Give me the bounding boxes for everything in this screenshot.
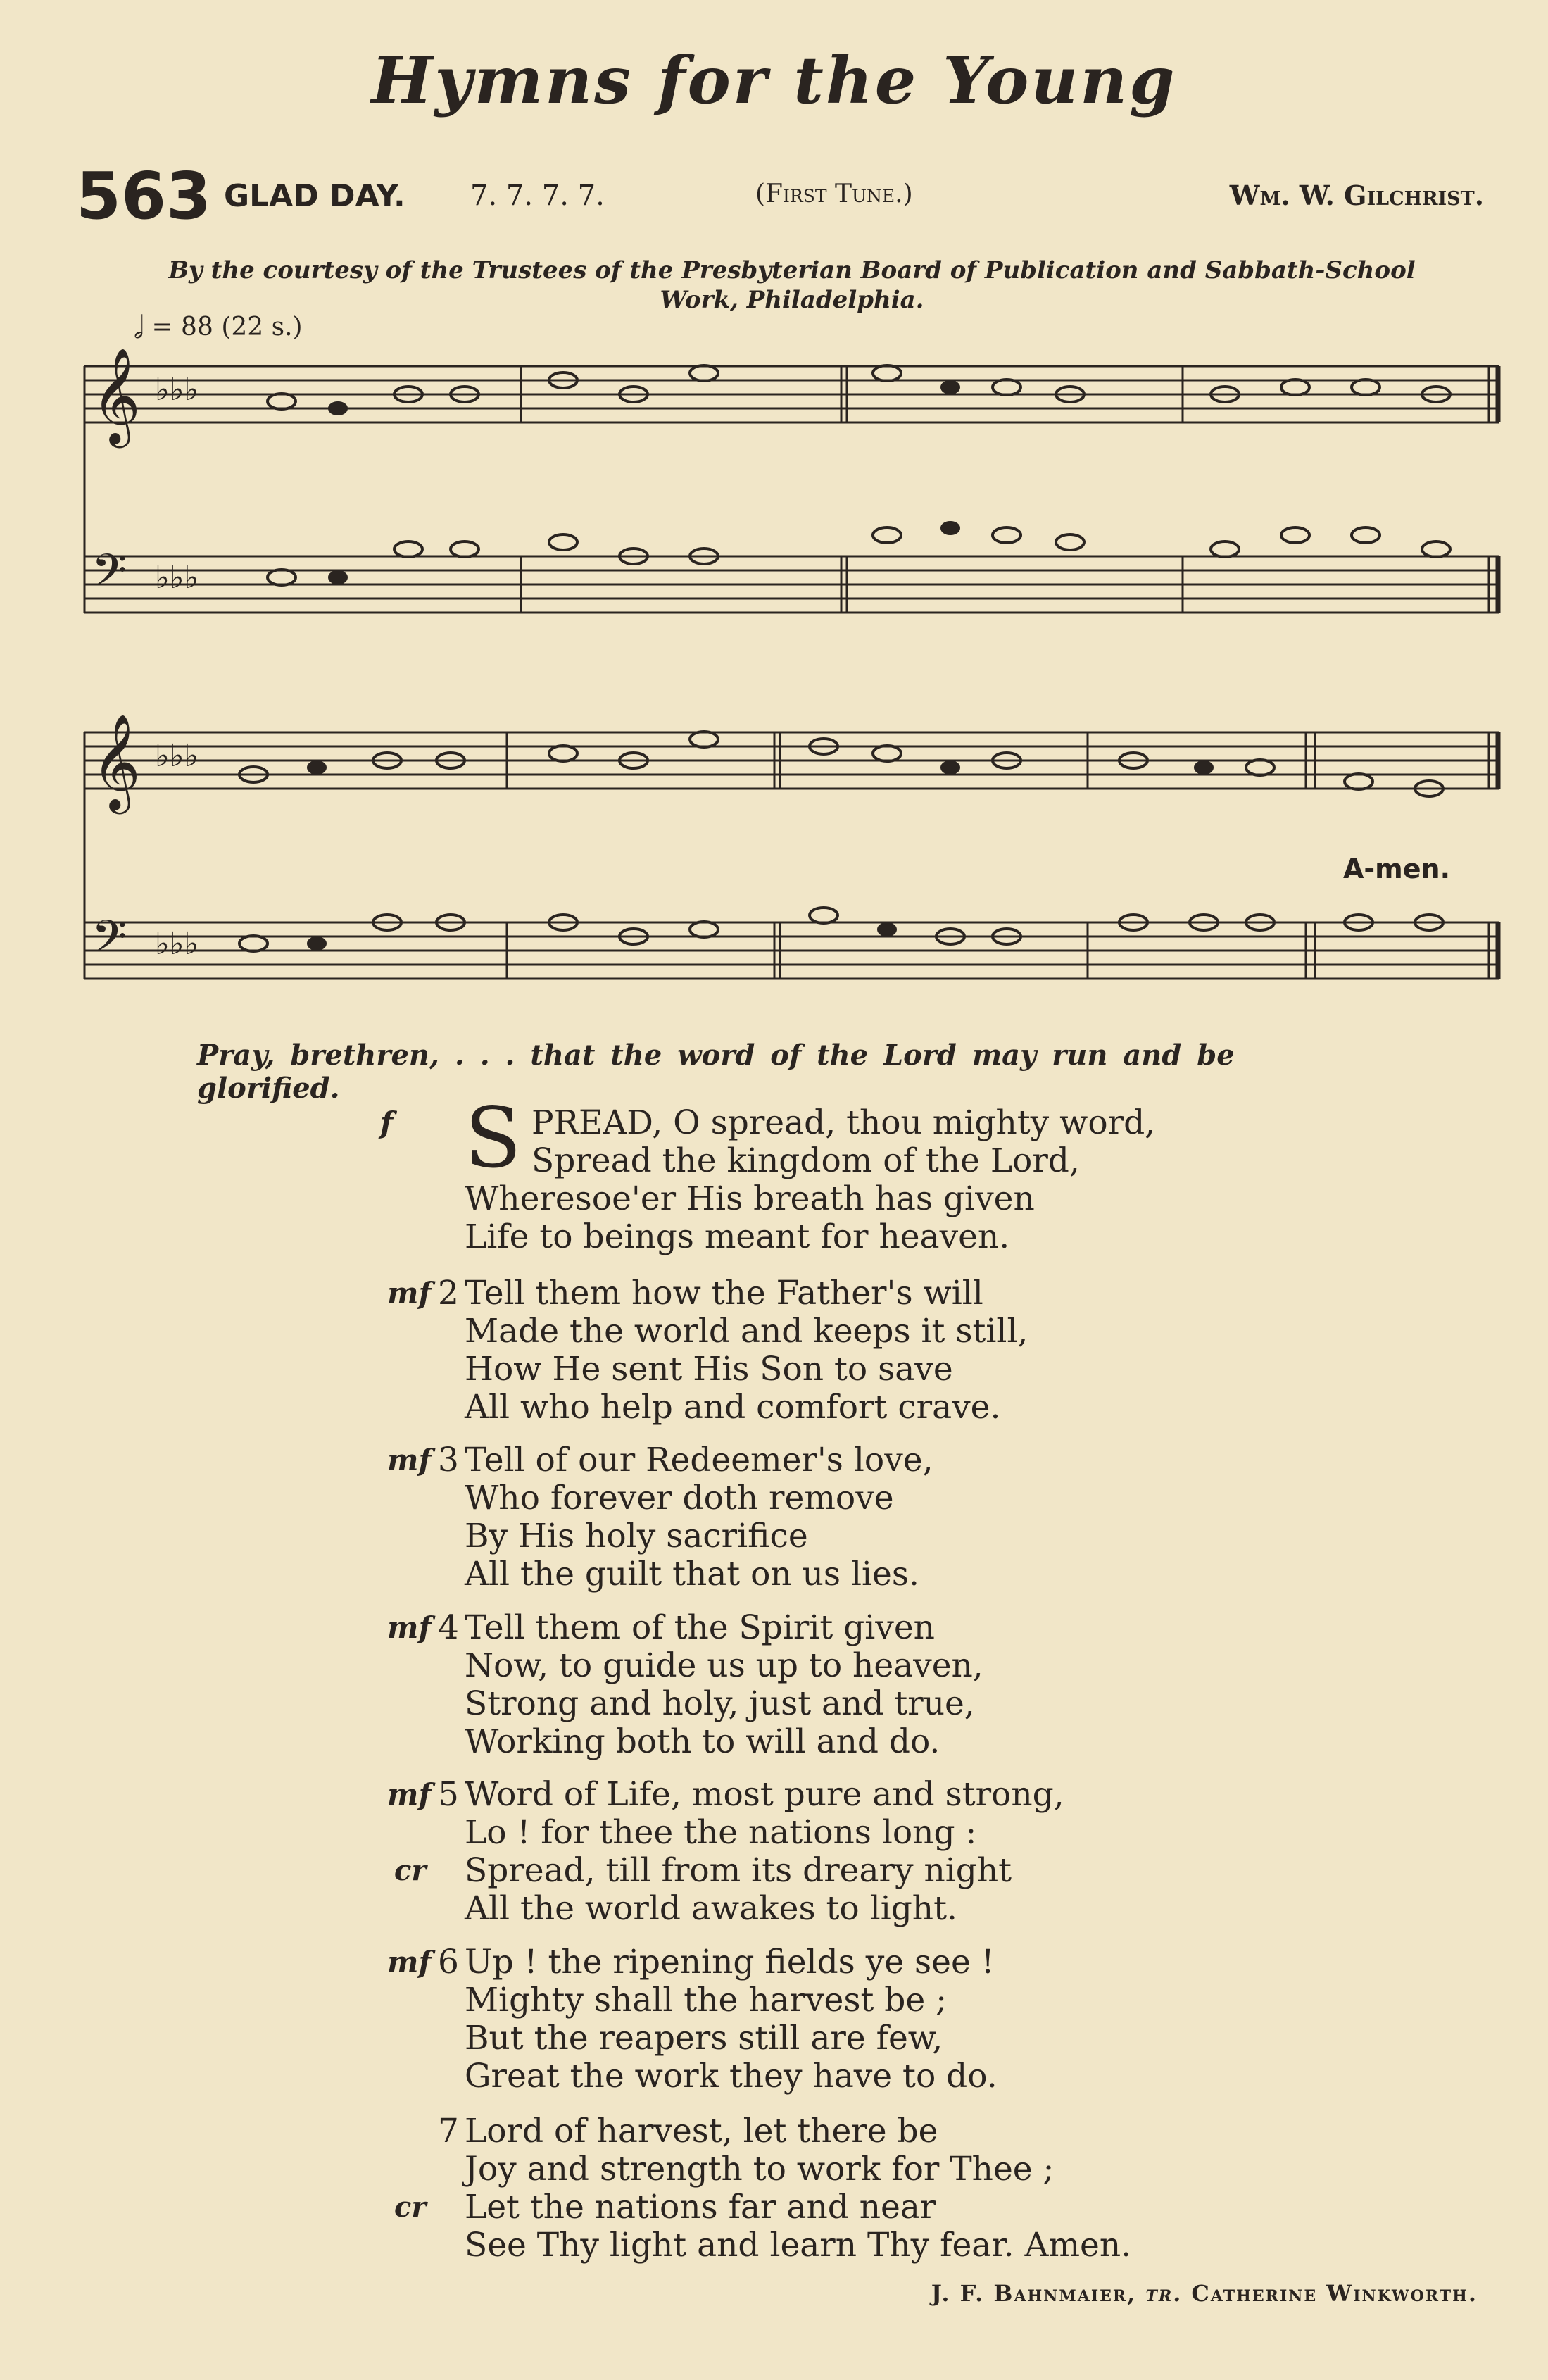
stanza-7 [394,2112,1309,2265]
tempo-text: = 88 (22 s.) [151,313,303,342]
stanza-4 [387,1608,1309,1761]
stanza-line-text: Strong and holy, just and true, [465,1684,975,1723]
epigraph: Pray, brethren, . . . that the word of the Lord may run and be glorified. [197,1039,1235,1105]
stanza-2 [387,1274,1309,1427]
tune-note: (First Tune.) [755,180,913,208]
stanza-line [465,1555,1309,1593]
dynamic-mark: mf [387,1610,432,1645]
stanza-line [465,1814,1309,1852]
stanza-line-text: All the world awakes to light. [465,1889,957,1928]
bass-staff-1 [84,556,1499,613]
stanza-line [438,2112,1309,2150]
meter: 7. 7. 7. 7. [470,180,605,212]
bass-staff-2 [84,922,1499,979]
stanza-number: 7 [438,2112,459,2150]
key-signature-bass: ♭♭♭ [155,926,199,962]
courtesy-line-2: Work, Philadelphia. [660,286,924,314]
stanza-line [465,1685,1309,1723]
stanza-line [465,1351,1309,1389]
translator: Catherine Winkworth. [1191,2280,1478,2307]
stanza-line-text: Working both to will and do. [465,1722,940,1761]
stanza-line-text: Lo ! for thee the nations long : [465,1813,977,1852]
music-system-2 [70,711,1506,1021]
stanza-line [438,1775,1309,1814]
stanza-line [394,1851,1309,1890]
stanza-line [465,1389,1309,1427]
stanza-line [465,1218,1309,1256]
key-signature-treble: ♭♭♭ [155,372,199,408]
stanza-line [438,1274,1309,1313]
stanza-line-text: Now, to guide us up to heaven, [465,1646,983,1685]
amen-label: A-men. [1343,853,1451,884]
notes-system-1 [268,365,1450,585]
courtesy-note [127,256,1457,315]
crescendo-mark: cr [394,1854,427,1887]
stanza-line-text: All the guilt that on us lies. [465,1555,919,1593]
stanza-line-text: By His holy sacrifice [465,1517,808,1555]
stanza-line [438,1608,1309,1647]
running-head: Hymns for the Young [371,42,1177,118]
dynamic-mark: mf [387,1777,432,1812]
stanza-line-text: All who help and comfort crave. [465,1388,1001,1427]
crescendo-mark: cr [394,2191,427,2224]
dynamic-mark: mf [387,1945,432,1979]
stanza-line-text: Life to beings meant for heaven. [465,1217,1010,1256]
stanza-line-text: Word of Life, most pure and strong, [465,1775,1064,1814]
bass-clef-icon: 𝄢 [92,545,127,608]
key-signature-bass: ♭♭♭ [155,560,199,596]
stanza-line [465,2150,1309,2188]
stanza-line-text: Tell of our Redeemer's love, [465,1441,933,1479]
stanza-line [465,2058,1309,2096]
stanza-line-text: Who forever doth remove [465,1479,894,1517]
stanza-line-text: Spread the kingdom of the Lord, [531,1141,1080,1180]
stanza-line-text: But the reapers still are few, [465,2019,943,2058]
composer: Wm. W. Gilchrist. [1229,180,1484,211]
stanza-line [465,2019,1309,2058]
dynamic-mark: mf [387,1443,432,1477]
stanza-number: 6 [438,1943,459,1981]
treble-clef-icon: 𝄞 [92,346,141,444]
stanza-line [438,1441,1309,1479]
stanza-line [465,1517,1309,1555]
stanza-5 [387,1775,1309,1928]
drop-cap: S [465,1089,522,1186]
treble-clef-icon: 𝄞 [92,713,141,810]
hymn-header [76,158,1484,236]
stanza-line-text: PREAD, O spread, thou mighty word, [531,1103,1156,1142]
notes-system-2 [239,732,1443,951]
stanza-line-text: See Thy light and learn Thy fear. Amen. [465,2226,1132,2265]
stanza-number: 2 [438,1274,459,1313]
stanza-line [465,1479,1309,1517]
stanza-line-text: Tell them of the Spirit given [465,1608,935,1647]
stanza-number: 4 [438,1608,459,1647]
stanza-3 [387,1441,1309,1593]
stanza-line [465,1981,1309,2019]
stanza-number: 5 [438,1775,459,1814]
stanza-line-text: Up ! the ripening fields ye see ! [465,1943,995,1981]
stanza-number: 3 [438,1441,459,1479]
tune-name: GLAD DAY. [224,178,405,214]
key-signature-treble: ♭♭♭ [155,738,199,774]
music-system-1 [70,345,1506,655]
stanza-line-text: Joy and strength to work for Thee ; [465,2150,1055,2188]
stanza-6 [387,1943,1309,2096]
stanza-line-text: Tell them how the Father's will [465,1274,983,1313]
stanza-line-text: Great the work they have to do. [465,2057,998,2096]
stanza-line-text: How He sent His Son to save [465,1350,953,1389]
hymn-number: 563 [76,158,212,234]
stanza-line [465,1104,1309,1142]
stanza-line [438,1943,1309,1981]
stanza-line [465,1647,1309,1685]
stanza-line [394,2188,1309,2226]
bass-clef-icon: 𝄢 [92,911,127,975]
stanza-line-text: Spread, till from its dreary night [465,1851,1012,1890]
stanza-line-text: Mighty shall the harvest be ; [465,1981,947,2019]
stanza-line [465,1180,1309,1218]
stanza-line-text: Lord of harvest, let there be [465,2112,938,2150]
author: J. F. Bahnmaier, [931,2280,1137,2307]
translator-abbrev: tr. [1145,2280,1183,2307]
courtesy-line-1: By the courtesy of the Trustees of the Presbyterian Board of Publication and Sabbath-School [168,256,1416,284]
credit [931,2280,1478,2307]
treble-staff-2 [84,732,1499,789]
dynamic-mark: f [380,1106,394,1140]
stanza-line [465,1723,1309,1761]
half-note-icon: 𝅗𝅥 [134,310,144,346]
stanza-1 [380,1089,1309,1256]
dynamic-mark: mf [387,1276,432,1310]
stanza-line-text: Let the nations far and near [465,2188,936,2226]
stanza-line [465,1890,1309,1928]
stanza-line [465,1142,1309,1180]
tempo-mark [134,310,303,346]
stanza-line [465,2226,1309,2265]
stanza-line-text: Wheresoe'er His breath has given [465,1179,1035,1218]
stanza-line-text: Made the world and keeps it still, [465,1312,1028,1351]
stanza-line [465,1313,1309,1351]
